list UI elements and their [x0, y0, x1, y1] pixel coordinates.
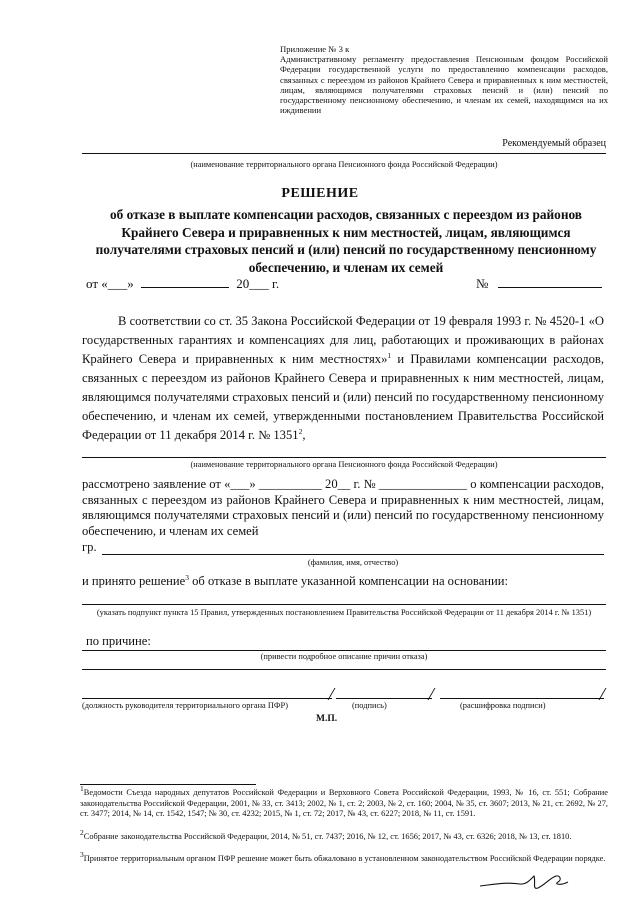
- reason-caption: (привести подробное описание причин отказа): [260, 652, 428, 661]
- footnote-ref-2: 2: [298, 426, 303, 436]
- footnote-ref-1: 1: [387, 350, 392, 360]
- date-year: 20___ г.: [236, 276, 280, 291]
- organ-name-line-2: [82, 457, 606, 458]
- handwritten-signature: [476, 862, 596, 896]
- organ-name-caption: (наименование территориального органа Пенсионного фонда Российской Федерации): [190, 160, 498, 169]
- application-paragraph: рассмотрено заявление от «___» __________ 20__ г. № ______________ о компенсации расходов, связанных с переездом из районов Крайнего Севера и приравненных к ним местностей, лицам, являющимся получателями страховых пенсий и (или) пенсий по государственному пенсионному обеспечению, и членам их семей: [82, 477, 604, 538]
- appendix-title: Приложение № 3 к: [280, 44, 350, 54]
- reason-label: по причине:: [86, 634, 151, 648]
- signature-decode-caption: (расшифровка подписи): [460, 701, 546, 710]
- position-line: [82, 698, 332, 699]
- footnote-2: [80, 828, 608, 843]
- citizen-name-line: [102, 554, 604, 555]
- position-caption: (должность руководителя территориального органа ПФР): [82, 701, 288, 710]
- divider-slash-2: [428, 688, 437, 700]
- legal-basis-text-3: ,: [302, 428, 306, 442]
- stamp-place: М.П.: [316, 714, 338, 724]
- decision-text-1: и принято решение: [82, 574, 186, 588]
- basis-caption: (указать подпункт пункта 15 Правил, утвержденных постановлением Правительства Российской Федерации от 11 декабря 2014 г. № 1351): [96, 608, 592, 617]
- reason-line-1: [82, 650, 606, 651]
- footnote-2-num: 2: [80, 828, 84, 838]
- decision-line: [82, 574, 508, 589]
- month-blank: [141, 287, 229, 288]
- number-blank: [498, 287, 602, 288]
- document-title: РЕШЕНИЕ: [281, 186, 359, 201]
- number-line: [476, 276, 602, 292]
- date-line: [86, 276, 279, 292]
- citizen-label: гр.: [82, 540, 97, 554]
- date-from: от «___»: [86, 276, 134, 291]
- legal-basis-paragraph: [82, 312, 604, 445]
- organ-name-caption-2: (наименование территориального органа Пенсионного фонда Российской Федерации): [190, 460, 498, 469]
- legal-basis-text-1: В соответствии со ст. 35 Закона Российской Федерации от 19 февраля 1993 г. № 4520-1 «О государственных гарантиях и компенсациях для лиц, работающих и проживающих в районах Крайнего Севера и приравненных к ним местностях»: [82, 314, 604, 366]
- footnote-3-text: Принятое территориальным органом ПФР решение может быть обжаловано в установленном законодательством Российской Федерации порядке.: [83, 854, 606, 863]
- footnote-2-text: Собрание законодательства Российской Федерации, 2014, № 51, ст. 7437; 2016, № 12, ст. 1656; 2017, № 43, ст. 6326; 2018, № 13, ст. 1810.: [83, 832, 572, 841]
- footnote-1-num: 1: [80, 784, 84, 794]
- basis-line: [82, 604, 606, 605]
- recommended-sample-label: Рекомендуемый образец: [502, 138, 606, 149]
- citizen-name-caption: (фамилия, имя, отчество): [307, 558, 399, 567]
- footnote-ref-3: 3: [185, 572, 189, 582]
- signature-decode-line: [440, 698, 604, 699]
- footnote-1-text: Ведомости Съезда народных депутатов Российской Федерации и Верховного Совета Российской Федерации, 1993, № 16, ст. 551; Собрание законодательства Российской Федерации, 2001, № 33, ст. 3413; 2002, № 1, ст. 2; 2003, № 2, ст. 160; 2004, № 35, ст. 3607; 2013, № 21, ст. 2692, № 27, ст. 3477; 2014, № 14, ст. 1542, 1547; № 30, ст. 4232; 2015, № 1, ст. 72; 2017, № 43, ст. 6227; 2018, № 11, ст. 1591.: [80, 788, 608, 819]
- footnote-3-num: 3: [80, 850, 84, 860]
- number-label: №: [476, 276, 489, 291]
- footnote-separator: [80, 784, 256, 785]
- decision-text-2: об отказе в выплате указанной компенсации на основании:: [188, 574, 509, 588]
- appendix-text: Административному регламенту предоставления Пенсионным фондом Российской Федерации государственной услуги по предоставлению компенсации расходов, связанных с переездом из районов Крайнего Севера и приравненных к ним местностей, лицам, являющимся получателями страховых пенсий и (или) пенсий по государственному пенсионному обеспечению, и членам их семей, находящимся на их иждивении: [280, 54, 608, 116]
- signature-caption: (подпись): [352, 701, 387, 710]
- organ-name-line: [82, 153, 606, 154]
- appendix-header: [280, 44, 608, 115]
- reason-line-2: [82, 669, 606, 670]
- legal-basis-text-2: и Правилами компенсации расходов, связанных с переездом из районов Крайнего Севера и приравненных к ним местностей, лицам, являющимся получателями страховых пенсий и (или) пенсий по государственному пенсионному обеспечению, и членам их семей, утвержденными постановлением Правительства Российской Федерации от 11 декабря 2014 г. № 1351: [82, 352, 604, 442]
- footnote-1: [80, 784, 608, 820]
- signature-line: [336, 698, 432, 699]
- document-subtitle: об отказе в выплате компенсации расходов, связанных с переездом из районов Крайнего Севера и приравненных к ним местностей, лицам, являющимся получателями страховых пенсий и (или) пенсий по государственному пенсионному обеспечению, и членам их семей: [95, 207, 597, 275]
